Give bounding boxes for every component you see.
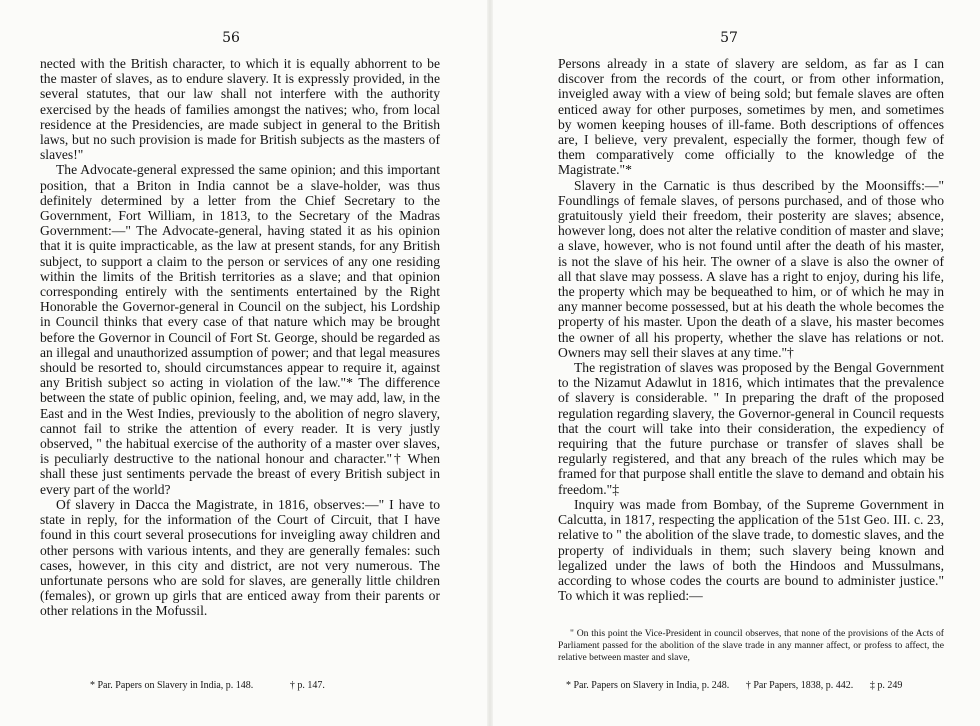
footnote: * Par. Papers on Slavery in India, p. 248. xyxy=(566,680,730,691)
footnote: † p. 147. xyxy=(289,680,325,691)
paragraph: The Advocate-general expressed the same opinion; and this important position, that a Briton in India cannot be a slave-holder, was thus definitely determined by a letter from the Chief Secretary to the Government, Fort William, in 1813, to the Secretary of the Madras Government:—" The Advocate-general, having stated it as his opinion that it is quite impracticable, as the law at present stands, for any British subject, to support a claim to the person or services of any one residing within the limits of the British territories as a slave; and that opinion corresponding entirely with the sentiments entertained by the Right Honorable the Governor-general in Council on the subject, his Lordship in Council thinks that every case of that nature which may be brought before the Governor in Council of Fort St. George, should be regarded as an illegal and unauthorized assumption of power; and that legal measures should be resorted to, should circumstances appear to require it, against any British subject so acting in violation of the law."* The difference between the state of public opinion, feeling, and, we may add, law, in the East and in the West Indies, previously to the abolition of negro slavery, cannot fail to strike the attention of every reader. It is very justly observed, " the habitual exercise of the authority of a master over slaves, is peculiarly destructive to the national honour and character."† When shall these just sentiments pervade the breast of every British subject in every part of the world? xyxy=(40,162,440,497)
note-text: " On this point the Vice-President in council observes, that none of the provisions of the Acts of Parliament passed for the abolition of the slave trade in any manner affect, or profess to affect, the relative between master and slave, xyxy=(558,628,944,663)
right-page xyxy=(490,0,980,726)
footnote: * Par. Papers on Slavery in India, p. 148. xyxy=(90,680,254,691)
footnotes xyxy=(566,680,966,692)
page-number: 57 xyxy=(720,30,738,46)
paragraph: Slavery in the Carnatic is thus described by the Moonsiffs:—" Foundlings of female slaves, of persons purchased, and of those who gratuitously yield their freedom, their posterity are slaves; absence, however long, does not alter the relative condition of master and slave; a slave, however, who is not found until after the death of his master, is not the slave of his heir. The owner of a slave is also the owner of all that slave may possess. A slave has a right to enjoy, during his life, the property which may be bequeathed to him, or of which he may in any manner become possessed, but at his death the whole becomes the property of his master. Upon the death of a slave, his master becomes the owner of all his property, whether the slave has relations or not. Owners may sell their slaves at any time."† xyxy=(558,177,944,360)
paragraph: nected with the British character, to which it is equally abhorrent to be the master of slaves, as to endure slavery. It is expressly provided, in the several statutes, that our law shall not interfere with the authority exercised by the heads of families amongst the natives; who, from local residence at the Presidencies, are made subject in general to the British laws, but no such provision is made for British subjects as the masters of slaves!" xyxy=(40,56,440,163)
page-body xyxy=(40,56,440,619)
page-body xyxy=(558,56,944,603)
footnote: ‡ p. 249 xyxy=(869,680,903,691)
footnotes xyxy=(90,680,410,692)
paragraph: Inquiry was made from Bombay, of the Supreme Government in Calcutta, in 1817, respecting the application of the 51st Geo. III. c. 23, relative to " the abolition of the slave trade, to domestic slaves, and the property of individuals in them; such slavery being known and legalized under the laws of both the Hindoos and Mussulmans, according to whose codes the courts are bound to administer justice." To which it was replied:— xyxy=(558,496,944,604)
paragraph: Persons already in a state of slavery are seldom, as far as I can discover from the records of the court, or from other information, inveigled away with a view of being sold; but female slaves are often enticed away for other purposes, sometimes by men, and sometimes by women keeping houses of ill-fame. Both descriptions of offences are, I believe, very prevalent, especially the former, though few of them comparatively come officially to the knowledge of the Magistrate."* xyxy=(558,56,944,178)
quoted-note xyxy=(558,628,944,664)
page-number: 56 xyxy=(222,30,240,46)
footnote: † Par Papers, 1838, p. 442. xyxy=(745,680,854,691)
paragraph: Of slavery in Dacca the Magistrate, in 1816, observes:—" I have to state in reply, for the information of the Court of Circuit, that I have found in this court several prosecutions for inveigling away children and other persons with various intents, and they are generally females: such cases, however, in this city and district, are not very numerous. The unfortunate persons who are sold for slaves, are generally little children (females), or grown up girls that are enticed away from their parents or other relations in the Mofussil. xyxy=(40,496,440,619)
paragraph: The registration of slaves was proposed by the Bengal Government to the Nizamut Adawlut in 1816, which intimates that the prevalence of slavery is considerable. " In preparing the draft of the proposed regulation regarding slavery, the Governor-general in Council requests that the court will take into their consideration, the expediency of requiring that the future purchase or transfer of slaves shall be regularly registered, and that any breach of the rules which may be framed for that purpose shall entitle the slave to demand and obtain his freedom."‡ xyxy=(558,360,944,497)
